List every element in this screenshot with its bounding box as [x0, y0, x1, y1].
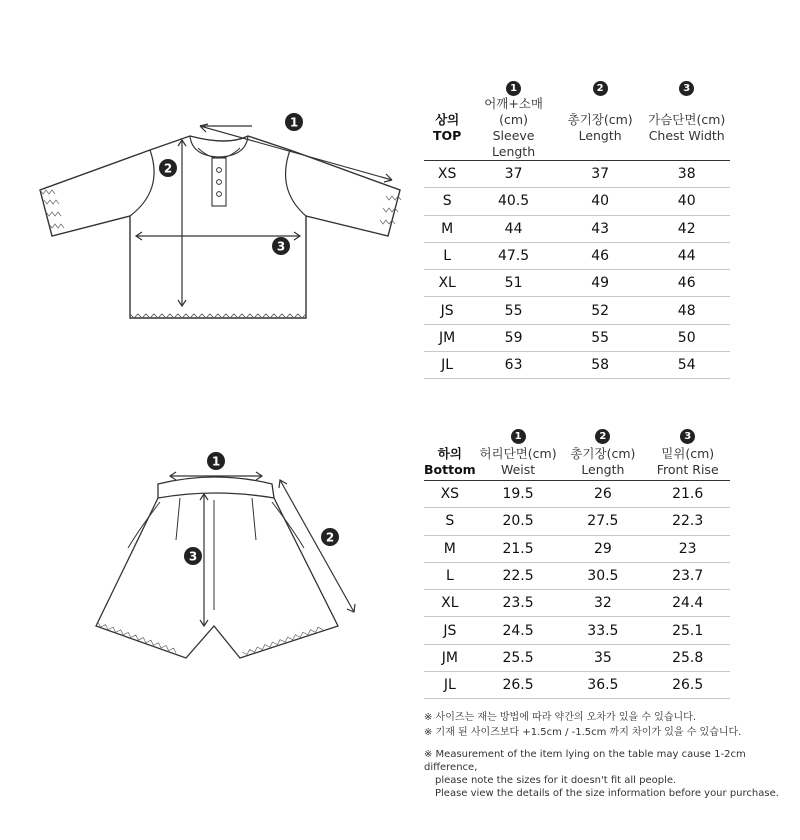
column-header: 가슴단면(cm) Chest Width [643, 96, 730, 161]
table-row: JL 26.5 36.5 26.5 [424, 672, 730, 699]
column-number-badge: 1 [506, 81, 521, 96]
category-label: 상의 TOP [424, 96, 470, 161]
marker-3-icon [184, 547, 202, 565]
svg-text:1: 1 [289, 115, 299, 130]
table-row: XL 23.5 32 24.4 [424, 590, 730, 617]
table-row: S 40.5 40 40 [424, 188, 730, 215]
note-en: ※ Measurement of the item lying on the table may cause 1-2cm difference, please note the sizes for it doesn't fit all people. Please view the details of the size information before your purchase. [424, 749, 779, 799]
column-header: 총기장(cm) Length [557, 96, 644, 161]
table-row: XL 51 49 46 [424, 270, 730, 297]
note-kr: ※ 기재 된 사이즈보다 +1.5cm / -1.5cm 까지 차이가 있을 수 있습니다. [424, 727, 742, 738]
bottom-garment-diagram [0, 440, 420, 680]
table-row: JM 25.5 35 25.8 [424, 644, 730, 671]
column-number-badge: 2 [595, 429, 610, 444]
table-row: S 20.5 27.5 22.3 [424, 508, 730, 535]
table-row: L 47.5 46 44 [424, 242, 730, 269]
svg-text:3: 3 [276, 239, 286, 254]
table-row: M 44 43 42 [424, 215, 730, 242]
column-number-row [424, 74, 730, 96]
marker-2-icon [321, 528, 339, 546]
svg-text:2: 2 [163, 161, 173, 176]
table-row: M 21.5 29 23 [424, 535, 730, 562]
table-row: JM 59 55 50 [424, 324, 730, 351]
note-kr: ※ 사이즈는 재는 방법에 따라 약간의 오차가 있을 수 있습니다. [424, 712, 697, 723]
column-number-badge: 2 [593, 81, 608, 96]
table-row: L 22.5 30.5 23.7 [424, 562, 730, 589]
marker-1-icon [207, 452, 225, 470]
table-header-row [424, 444, 730, 481]
svg-text:2: 2 [325, 530, 335, 545]
top-size-table [424, 74, 730, 379]
svg-text:3: 3 [188, 549, 198, 564]
table-row: JS 24.5 33.5 25.1 [424, 617, 730, 644]
marker-1-icon [285, 113, 303, 131]
table-row: XS 19.5 26 21.6 [424, 481, 730, 508]
marker-2-icon [159, 159, 177, 177]
column-header: 총기장(cm) Length [560, 444, 645, 481]
table-header-row [424, 96, 730, 161]
top-garment-diagram [0, 100, 420, 330]
column-number-row [424, 422, 730, 444]
table-row: JS 55 52 48 [424, 297, 730, 324]
top-shirt-outline [40, 136, 400, 318]
column-header: 허리단면(cm) Weist [476, 444, 561, 481]
size-notes [424, 710, 800, 800]
column-number-badge: 3 [679, 81, 694, 96]
bottom-size-table [424, 422, 730, 699]
column-number-badge: 3 [680, 429, 695, 444]
column-number-badge: 1 [511, 429, 526, 444]
category-label: 하의 Bottom [424, 444, 476, 481]
column-header: 어깨+소매(cm) Sleeve Length [470, 96, 557, 161]
column-header: 밑위(cm) Front Rise [645, 444, 730, 481]
table-row: JL 63 58 54 [424, 352, 730, 379]
svg-text:1: 1 [211, 454, 221, 469]
marker-3-icon [272, 237, 290, 255]
table-row: XS 37 37 38 [424, 161, 730, 188]
